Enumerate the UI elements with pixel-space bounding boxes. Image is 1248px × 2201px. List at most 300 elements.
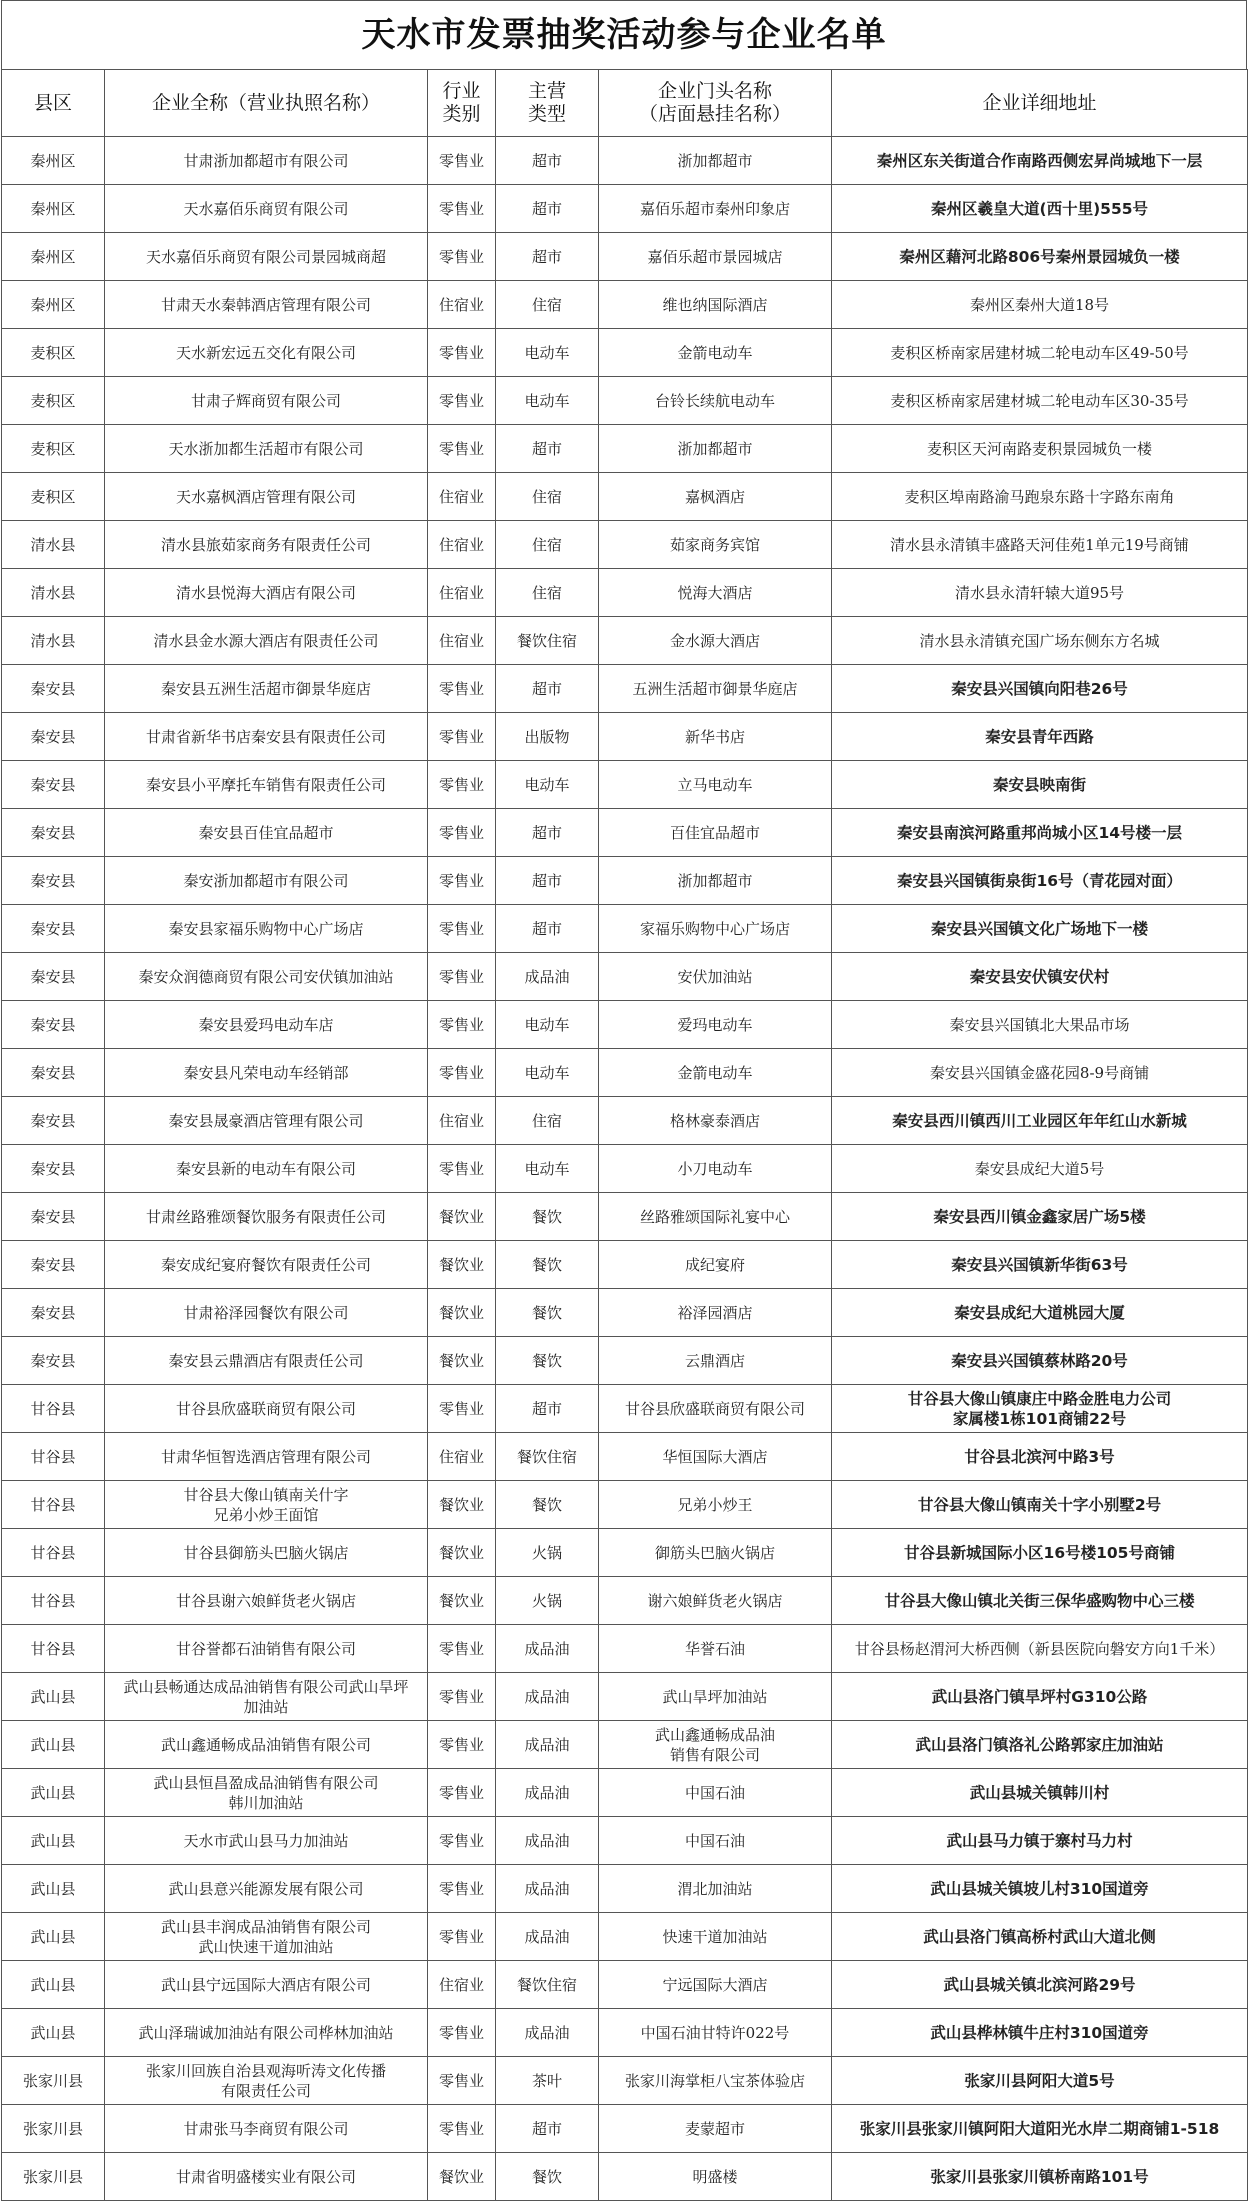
business-type-cell-text: 住宿 [531, 583, 562, 602]
county-cell-text: 秦安县 [30, 919, 76, 938]
industry-cell [428, 1673, 496, 1721]
address-cell [832, 1241, 1248, 1289]
company-name-cell-text: 甘肃省明盛楼实业有限公司 [175, 2167, 356, 2186]
address-cell-text: 秦安县兴国镇新华街63号 [951, 1255, 1128, 1274]
header-county: 县区 [2, 70, 105, 137]
county-cell [2, 1577, 105, 1625]
industry-cell [428, 1865, 496, 1913]
address-cell-text: 武山县洛门镇旱坪村G310公路 [931, 1687, 1148, 1706]
address-cell-text: 麦积区桥南家居建材城二轮电动车区49-50号 [890, 343, 1189, 362]
address-cell [832, 2153, 1248, 2201]
business-type-cell-text: 餐饮住宿 [516, 1975, 577, 1994]
address-cell [832, 713, 1248, 761]
industry-cell-text: 住宿业 [438, 295, 484, 314]
store-name-cell [599, 1337, 832, 1385]
address-cell [832, 1097, 1248, 1145]
address-cell-text: 秦安县安伏镇安伏村 [969, 967, 1110, 986]
address-cell [832, 1673, 1248, 1721]
store-name-cell-text: 华誉石油 [684, 1639, 745, 1658]
county-cell [2, 1817, 105, 1865]
table-body [2, 137, 1248, 2201]
county-cell-text: 清水县 [30, 583, 76, 602]
address-cell [832, 1817, 1248, 1865]
store-name-cell-text: 百佳宜品超市 [669, 823, 760, 842]
business-type-cell [496, 1721, 599, 1769]
industry-cell [428, 1577, 496, 1625]
county-cell [2, 1097, 105, 1145]
business-type-cell [496, 1145, 599, 1193]
industry-cell [428, 377, 496, 425]
business-type-cell-text: 火锅 [531, 1543, 562, 1562]
business-type-cell-text: 超市 [531, 247, 562, 266]
county-cell-text: 武山县 [30, 1687, 76, 1706]
business-type-cell-text: 成品油 [524, 1927, 570, 1946]
business-type-cell-text: 超市 [531, 199, 562, 218]
company-name-cell [105, 1097, 428, 1145]
table-row [2, 1049, 1248, 1097]
county-cell-text: 甘谷县 [30, 1543, 76, 1562]
county-cell-text: 武山县 [30, 1831, 76, 1850]
address-cell-text: 麦积区埠南路渝马跑泉东路十字路东南角 [904, 487, 1175, 506]
business-type-cell [496, 1865, 599, 1913]
industry-cell [428, 1385, 496, 1433]
industry-cell-text: 零售业 [438, 439, 484, 458]
county-cell-text: 秦安县 [30, 967, 76, 986]
industry-cell-text: 住宿业 [438, 631, 484, 650]
store-name-cell-text: 华恒国际大酒店 [662, 1447, 768, 1466]
table-row [2, 665, 1248, 713]
store-name-cell-text: 台铃长续航电动车 [654, 391, 775, 410]
business-type-cell-text: 餐饮 [531, 1495, 562, 1514]
business-type-cell [496, 1913, 599, 1961]
county-cell-text: 甘谷县 [30, 1399, 76, 1418]
table-row [2, 1961, 1248, 2009]
address-cell-text: 秦州区秦州大道18号 [969, 295, 1110, 314]
store-name-cell-text: 浙加都超市 [677, 151, 753, 170]
store-name-cell [599, 905, 832, 953]
store-name-cell-text: 浙加都超市 [677, 439, 753, 458]
company-name-cell [105, 1001, 428, 1049]
address-cell [832, 1769, 1248, 1817]
address-cell-text: 秦安县成纪大道桃园大厦 [954, 1303, 1125, 1322]
company-name-cell [105, 425, 428, 473]
industry-cell-text: 住宿业 [438, 1111, 484, 1130]
company-name-cell [105, 1673, 428, 1721]
store-name-cell [599, 2057, 832, 2105]
industry-cell-text: 零售业 [438, 247, 484, 266]
store-name-cell-text: 立马电动车 [677, 775, 753, 794]
industry-cell [428, 569, 496, 617]
company-name-cell-text: 秦安县晟豪酒店管理有限公司 [168, 1111, 364, 1130]
address-cell-text: 张家川县张家川镇桥南路101号 [930, 2167, 1149, 2186]
store-name-cell [599, 569, 832, 617]
county-cell [2, 1049, 105, 1097]
county-cell [2, 281, 105, 329]
company-name-cell-text: 甘谷县大像山镇南关什字 兄弟小炒王面馆 [183, 1485, 349, 1524]
industry-cell-text: 零售业 [438, 1159, 484, 1178]
company-name-cell [105, 1577, 428, 1625]
address-cell-text: 秦州区东关街道合作南路西侧宏昇尚城地下一层 [876, 151, 1203, 170]
store-name-cell [599, 1193, 832, 1241]
company-name-cell-text: 秦安县百佳宜品超市 [198, 823, 334, 842]
industry-cell-text: 零售业 [438, 1639, 484, 1658]
county-cell-text: 麦积区 [30, 343, 76, 362]
address-cell-text: 秦安县青年西路 [985, 727, 1094, 746]
business-type-cell [496, 2153, 599, 2201]
industry-cell [428, 1769, 496, 1817]
company-name-cell [105, 1385, 428, 1433]
address-cell [832, 233, 1248, 281]
business-type-cell-text: 电动车 [524, 1015, 570, 1034]
business-type-cell [496, 233, 599, 281]
company-name-cell-text: 秦安县云鼎酒店有限责任公司 [168, 1351, 364, 1370]
business-type-cell [496, 185, 599, 233]
industry-cell [428, 473, 496, 521]
store-name-cell-text: 谢六娘鲜货老火锅店 [647, 1591, 783, 1610]
business-type-cell-text: 成品油 [524, 2023, 570, 2042]
business-type-cell-text: 餐饮 [531, 1303, 562, 1322]
business-type-cell [496, 1097, 599, 1145]
table-row [2, 521, 1248, 569]
county-cell-text: 秦安县 [30, 1111, 76, 1130]
store-name-cell [599, 665, 832, 713]
company-name-cell-text: 秦安县凡荣电动车经销部 [183, 1063, 349, 1082]
county-cell [2, 185, 105, 233]
business-type-cell [496, 1385, 599, 1433]
county-cell [2, 329, 105, 377]
county-cell-text: 秦州区 [30, 199, 76, 218]
county-cell-text: 秦安县 [30, 1015, 76, 1034]
page-title: 天水市发票抽奖活动参与企业名单 [1, 0, 1247, 69]
store-name-cell [599, 425, 832, 473]
county-cell [2, 857, 105, 905]
business-type-cell [496, 665, 599, 713]
address-cell-text: 秦安县南滨河路重邦尚城小区14号楼一层 [896, 823, 1183, 842]
business-type-cell [496, 1481, 599, 1529]
address-cell [832, 1529, 1248, 1577]
company-name-cell [105, 953, 428, 1001]
address-cell [832, 137, 1248, 185]
company-name-cell [105, 1625, 428, 1673]
company-name-cell [105, 1913, 428, 1961]
store-name-cell-text: 云鼎酒店 [684, 1351, 745, 1370]
table-row [2, 617, 1248, 665]
store-name-cell-text: 爱玛电动车 [677, 1015, 753, 1034]
address-cell [832, 377, 1248, 425]
county-cell [2, 569, 105, 617]
industry-cell-text: 零售业 [438, 1015, 484, 1034]
table-row [2, 1145, 1248, 1193]
table-row [2, 1241, 1248, 1289]
company-name-cell [105, 713, 428, 761]
company-name-cell [105, 1433, 428, 1481]
store-name-cell-text: 嘉佰乐超市景园城店 [647, 247, 783, 266]
county-cell [2, 521, 105, 569]
address-cell-text: 秦安县映南街 [992, 775, 1086, 794]
business-type-cell [496, 137, 599, 185]
business-type-cell-text: 成品油 [524, 967, 570, 986]
store-name-cell-text: 金箭电动车 [677, 1063, 753, 1082]
address-cell [832, 1145, 1248, 1193]
table-row [2, 905, 1248, 953]
store-name-cell-text: 武山旱坪加油站 [662, 1687, 768, 1706]
business-type-cell [496, 1241, 599, 1289]
table-row [2, 1193, 1248, 1241]
table-row [2, 425, 1248, 473]
table-row [2, 1817, 1248, 1865]
business-type-cell-text: 电动车 [524, 343, 570, 362]
address-cell [832, 1961, 1248, 2009]
company-name-cell-text: 天水嘉佰乐商贸有限公司景园城商超 [145, 247, 386, 266]
address-cell [832, 2105, 1248, 2153]
company-table [1, 69, 1248, 2201]
store-name-cell-text: 丝路雅颂国际礼宴中心 [639, 1207, 790, 1226]
county-cell-text: 秦州区 [30, 247, 76, 266]
store-name-cell-text: 茹家商务宾馆 [669, 535, 760, 554]
industry-cell [428, 761, 496, 809]
store-name-cell [599, 1433, 832, 1481]
company-name-cell [105, 329, 428, 377]
industry-cell [428, 185, 496, 233]
company-name-cell-text: 天水新宏远五交化有限公司 [175, 343, 356, 362]
store-name-cell-text: 渭北加油站 [677, 1879, 753, 1898]
address-cell-text: 张家川县张家川镇阿阳大道阳光水岸二期商铺1-518 [859, 2119, 1220, 2138]
industry-cell-text: 住宿业 [438, 487, 484, 506]
industry-cell-text: 零售业 [438, 823, 484, 842]
header-industry: 行业 类别 [428, 70, 496, 137]
store-name-cell-text: 格林豪泰酒店 [669, 1111, 760, 1130]
address-cell [832, 1577, 1248, 1625]
county-cell-text: 秦安县 [30, 823, 76, 842]
address-cell-text: 麦积区天河南路麦积景园城负一楼 [926, 439, 1152, 458]
company-name-cell [105, 1145, 428, 1193]
store-name-cell [599, 809, 832, 857]
business-type-cell-text: 茶叶 [531, 2071, 562, 2090]
industry-cell-text: 餐饮业 [438, 1495, 484, 1514]
county-cell [2, 1385, 105, 1433]
table-header-row [2, 70, 1248, 137]
table-row [2, 1337, 1248, 1385]
address-cell-text: 甘谷县杨赵渭河大桥西侧（新县医院向磐安方向1千米） [854, 1639, 1225, 1658]
industry-cell-text: 零售业 [438, 967, 484, 986]
store-name-cell-text: 维也纳国际酒店 [662, 295, 768, 314]
company-name-cell-text: 甘肃天水秦韩酒店管理有限公司 [160, 295, 371, 314]
county-cell [2, 233, 105, 281]
business-type-cell-text: 餐饮 [531, 1207, 562, 1226]
store-name-cell [599, 281, 832, 329]
store-name-cell [599, 1721, 832, 1769]
table-row [2, 377, 1248, 425]
address-cell-text: 清水县永清镇丰盛路天河佳苑1单元19号商铺 [890, 535, 1189, 554]
store-name-cell [599, 185, 832, 233]
county-cell-text: 武山县 [30, 1735, 76, 1754]
business-type-cell-text: 超市 [531, 439, 562, 458]
company-name-cell [105, 137, 428, 185]
business-type-cell-text: 出版物 [524, 727, 570, 746]
county-cell-text: 甘谷县 [30, 1639, 76, 1658]
store-name-cell [599, 1241, 832, 1289]
county-cell [2, 1961, 105, 2009]
industry-cell [428, 713, 496, 761]
business-type-cell [496, 1289, 599, 1337]
store-name-cell-text: 浙加都超市 [677, 871, 753, 890]
company-name-cell [105, 1337, 428, 1385]
company-name-cell-text: 清水县悦海大酒店有限公司 [175, 583, 356, 602]
business-type-cell-text: 超市 [531, 1399, 562, 1418]
company-name-cell-text: 甘谷县御筋头巴脑火锅店 [183, 1543, 349, 1562]
business-type-cell [496, 905, 599, 953]
company-name-cell-text: 天水浙加都生活超市有限公司 [168, 439, 364, 458]
county-cell [2, 1769, 105, 1817]
address-cell-text: 秦安县兴国镇蔡林路20号 [951, 1351, 1128, 1370]
store-name-cell-text: 新华书店 [684, 727, 745, 746]
county-cell [2, 809, 105, 857]
business-type-cell [496, 569, 599, 617]
store-name-cell-text: 安伏加油站 [677, 967, 753, 986]
table-row [2, 569, 1248, 617]
address-cell [832, 953, 1248, 1001]
table-row [2, 1529, 1248, 1577]
business-type-cell [496, 1049, 599, 1097]
county-cell-text: 秦安县 [30, 1255, 76, 1274]
address-cell [832, 665, 1248, 713]
store-name-cell [599, 1097, 832, 1145]
business-type-cell [496, 713, 599, 761]
store-name-cell [599, 857, 832, 905]
county-cell [2, 137, 105, 185]
store-name-cell-text: 宁远国际大酒店 [662, 1975, 768, 1994]
company-name-cell [105, 1769, 428, 1817]
county-cell-text: 秦安县 [30, 1351, 76, 1370]
county-cell [2, 377, 105, 425]
address-cell [832, 425, 1248, 473]
store-name-cell [599, 1049, 832, 1097]
county-cell [2, 1241, 105, 1289]
business-type-cell [496, 1001, 599, 1049]
address-cell-text: 秦安县兴国镇向阳巷26号 [951, 679, 1128, 698]
county-cell-text: 麦积区 [30, 487, 76, 506]
business-type-cell-text: 成品油 [524, 1687, 570, 1706]
county-cell [2, 1481, 105, 1529]
address-cell-text: 张家川县阿阳大道5号 [964, 2071, 1115, 2090]
county-cell [2, 1529, 105, 1577]
store-name-cell-text: 五洲生活超市御景华庭店 [632, 679, 798, 698]
company-name-cell-text: 清水县金水源大酒店有限责任公司 [153, 631, 379, 650]
industry-cell-text: 餐饮业 [438, 1351, 484, 1370]
store-name-cell [599, 521, 832, 569]
industry-cell [428, 617, 496, 665]
table-row [2, 473, 1248, 521]
county-cell [2, 473, 105, 521]
company-name-cell [105, 617, 428, 665]
company-name-cell [105, 2057, 428, 2105]
company-name-cell-text: 清水县旅茹家商务有限责任公司 [160, 535, 371, 554]
address-cell [832, 1865, 1248, 1913]
store-name-cell-text: 甘谷县欣盛联商贸有限公司 [624, 1399, 805, 1418]
industry-cell [428, 1625, 496, 1673]
county-cell-text: 武山县 [30, 2023, 76, 2042]
county-cell [2, 1721, 105, 1769]
county-cell [2, 1193, 105, 1241]
company-name-cell-text: 甘肃裕泽园餐饮有限公司 [183, 1303, 349, 1322]
county-cell-text: 甘谷县 [30, 1447, 76, 1466]
industry-cell [428, 233, 496, 281]
business-type-cell [496, 1193, 599, 1241]
business-type-cell-text: 超市 [531, 871, 562, 890]
company-name-cell [105, 2153, 428, 2201]
industry-cell [428, 1817, 496, 1865]
industry-cell-text: 餐饮业 [438, 1207, 484, 1226]
company-name-cell-text: 武山县意兴能源发展有限公司 [168, 1879, 364, 1898]
address-cell [832, 1193, 1248, 1241]
store-name-cell-text: 兄弟小炒王 [677, 1495, 753, 1514]
industry-cell-text: 餐饮业 [438, 2167, 484, 2186]
store-name-cell [599, 1481, 832, 1529]
store-name-cell-text: 成纪宴府 [684, 1255, 745, 1274]
address-cell-text: 武山县城关镇坡儿村310国道旁 [930, 1879, 1149, 1898]
store-name-cell-text: 嘉佰乐超市秦州印象店 [639, 199, 790, 218]
company-name-cell [105, 569, 428, 617]
business-type-cell-text: 火锅 [531, 1591, 562, 1610]
store-name-cell-text: 快速干道加油站 [662, 1927, 768, 1946]
county-cell [2, 2105, 105, 2153]
business-type-cell-text: 餐饮 [531, 1351, 562, 1370]
industry-cell [428, 1289, 496, 1337]
address-cell [832, 1913, 1248, 1961]
store-name-cell-text: 麦蒙超市 [684, 2119, 745, 2138]
address-cell [832, 617, 1248, 665]
address-cell [832, 1481, 1248, 1529]
business-type-cell [496, 521, 599, 569]
business-type-cell [496, 1817, 599, 1865]
address-cell-text: 甘谷县北滨河中路3号 [964, 1447, 1115, 1466]
address-cell-text: 麦积区桥南家居建材城二轮电动车区30-35号 [890, 391, 1189, 410]
address-cell [832, 1625, 1248, 1673]
company-name-cell [105, 521, 428, 569]
business-type-cell-text: 成品油 [524, 1783, 570, 1802]
address-cell-text: 清水县永清镇充国广场东侧东方名城 [919, 631, 1160, 650]
company-name-cell-text: 张家川回族自治县观海听涛文化传播 有限责任公司 [145, 2061, 386, 2100]
business-type-cell-text: 餐饮住宿 [516, 1447, 577, 1466]
header-address: 企业详细地址 [832, 70, 1248, 137]
county-cell-text: 秦安县 [30, 1159, 76, 1178]
industry-cell [428, 2153, 496, 2201]
company-name-cell-text: 甘肃省新华书店秦安县有限责任公司 [145, 727, 386, 746]
county-cell-text: 麦积区 [30, 391, 76, 410]
company-name-cell-text: 甘肃张马李商贸有限公司 [183, 2119, 349, 2138]
business-type-cell-text: 住宿 [531, 487, 562, 506]
business-type-cell-text: 超市 [531, 679, 562, 698]
address-cell [832, 1049, 1248, 1097]
company-name-cell-text: 武山县畅通达成品油销售有限公司武山旱坪 加油站 [123, 1677, 409, 1716]
industry-cell [428, 857, 496, 905]
business-type-cell-text: 餐饮住宿 [516, 631, 577, 650]
company-name-cell-text: 甘肃浙加都超市有限公司 [183, 151, 349, 170]
business-type-cell-text: 住宿 [531, 1111, 562, 1130]
company-name-cell-text: 武山县丰润成品油销售有限公司 武山快速干道加油站 [160, 1917, 371, 1956]
business-type-cell [496, 1577, 599, 1625]
table-row [2, 137, 1248, 185]
county-cell [2, 2057, 105, 2105]
county-cell [2, 905, 105, 953]
county-cell [2, 1001, 105, 1049]
address-cell-text: 甘谷县大像山镇南关十字小别墅2号 [917, 1495, 1162, 1514]
county-cell [2, 1865, 105, 1913]
industry-cell-text: 零售业 [438, 2023, 484, 2042]
county-cell-text: 秦安县 [30, 727, 76, 746]
county-cell-text: 张家川县 [22, 2119, 83, 2138]
address-cell-text: 武山县城关镇北滨河路29号 [943, 1975, 1136, 1994]
